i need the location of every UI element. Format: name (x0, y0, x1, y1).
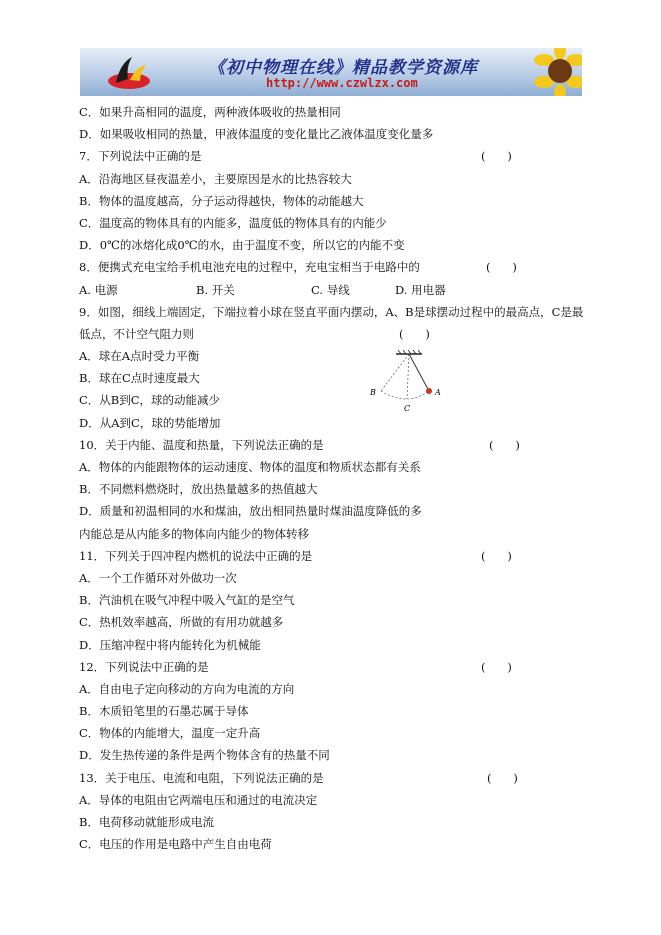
banner-url[interactable]: http://www.czwlzx.com (266, 76, 418, 90)
line: B．木质铅笔里的石墨芯属于导体 (79, 704, 249, 719)
label-c: C (404, 404, 411, 413)
line: A．自由电子定向移动的方向为电流的方向 (79, 681, 295, 696)
line: C．物体的内能增大，温度一定升高 (79, 726, 261, 741)
pendulum-ball (426, 388, 432, 394)
label-a: A (435, 388, 441, 397)
question-text: 12．下列说法中正确的是 (79, 659, 209, 674)
site-logo-icon (106, 53, 152, 91)
line: D．0℃的冰熔化成0℃的水，由于温度不变，所以它的内能不变 (79, 238, 405, 253)
label-b: B (370, 388, 376, 397)
line: A．球在A点时受力平衡 (79, 349, 200, 364)
answer-blank: ( ) (481, 659, 512, 674)
question-10-stem (79, 434, 599, 456)
line: C．温度高的物体具有的内能多，温度低的物体具有的内能少 (79, 215, 387, 230)
sunflower-icon (524, 48, 582, 96)
question-text: 10．关于内能、温度和热量，下列说法正确的是 (79, 437, 324, 452)
question-text: 13．关于电压、电流和电阻，下列说法正确的是 (79, 770, 324, 785)
line: C．从B到C，球的动能减少 (79, 393, 221, 408)
question-text: 低点，不计空气阻力则 (79, 326, 194, 341)
line: 内能总是从内能多的物体向内能少的物体转移 (79, 526, 309, 541)
line: C．如果升高相同的温度，两种液体吸收的热量相同 (79, 105, 341, 119)
question-13-stem (79, 767, 599, 789)
question-9-stem-cont (79, 323, 599, 345)
line: A．物体的内能跟物体的运动速度、物体的温度和物质状态都有关系 (79, 460, 421, 474)
line: 9．如图，细线上端固定，下端拉着小球在竖直平面内摆动，A、B是球摆动过程中的最高点，C是最 (79, 304, 584, 319)
line: A．导体的电阻由它两端电压和通过的电流决定 (79, 792, 318, 807)
line: D．发生热传递的条件是两个物体含有的热量不同 (79, 748, 330, 763)
pendulum-figure (366, 349, 446, 417)
swing-arc (381, 391, 429, 399)
line: C．电压的作用是电路中产生自由电荷 (79, 837, 272, 852)
option-d: D. 用电器 (395, 282, 446, 297)
answer-blank: ( ) (489, 437, 520, 452)
question-8-options (79, 279, 599, 301)
answer-blank: ( ) (486, 260, 517, 275)
question-content (79, 101, 599, 855)
string-to-b (381, 354, 409, 391)
answer-blank: ( ) (487, 770, 518, 785)
string-to-c (407, 354, 409, 399)
line: B．电荷移动就能形成电流 (79, 815, 214, 829)
line: B．物体的温度越高，分子运动得越快，物体的动能越大 (79, 193, 364, 208)
question-8-stem (79, 256, 599, 278)
ceiling-support (396, 350, 422, 354)
question-text: 11．下列关于四冲程内燃机的说法中正确的是 (79, 548, 313, 563)
question-12-stem (79, 656, 599, 678)
line: D．从A到C，球的势能增加 (79, 415, 221, 430)
question-text: 7．下列说法中正确的是 (79, 149, 202, 164)
banner-title: 《初中物理在线》精品教学资源库 (208, 58, 478, 78)
answer-blank: ( ) (399, 326, 430, 341)
line: B．汽油机在吸气冲程中吸入气缸的是空气 (79, 593, 295, 608)
header-banner (80, 48, 582, 96)
pendulum-string (409, 354, 429, 391)
question-text: 8．便携式充电宝给手机电池充电的过程中，充电宝相当于电路中的 (79, 260, 420, 275)
question-7-stem (79, 145, 599, 167)
answer-blank: ( ) (481, 548, 512, 563)
line: B．不同燃料燃烧时，放出热量越多的热值越大 (79, 482, 318, 497)
line: A．一个工作循环对外做功一次 (79, 570, 237, 585)
question-11-stem (79, 545, 599, 567)
line: D．压缩冲程中将内能转化为机械能 (79, 637, 261, 652)
line: D．质量和初温相同的水和煤油，放出相同热量时煤油温度降低的多 (79, 504, 422, 519)
option-a: A. 电源 (79, 282, 118, 297)
line: C．热机效率越高，所做的有用功就越多 (79, 615, 284, 630)
option-c: C. 导线 (311, 282, 350, 297)
line: B．球在C点时速度最大 (79, 371, 200, 386)
option-b: B. 开关 (196, 282, 235, 297)
answer-blank: ( ) (481, 149, 512, 164)
line: D．如果吸收相同的热量，甲液体温度的变化量比乙液体温度变化量多 (79, 127, 434, 142)
line: A．沿海地区昼夜温差小，主要原因是水的比热容较大 (79, 171, 352, 186)
